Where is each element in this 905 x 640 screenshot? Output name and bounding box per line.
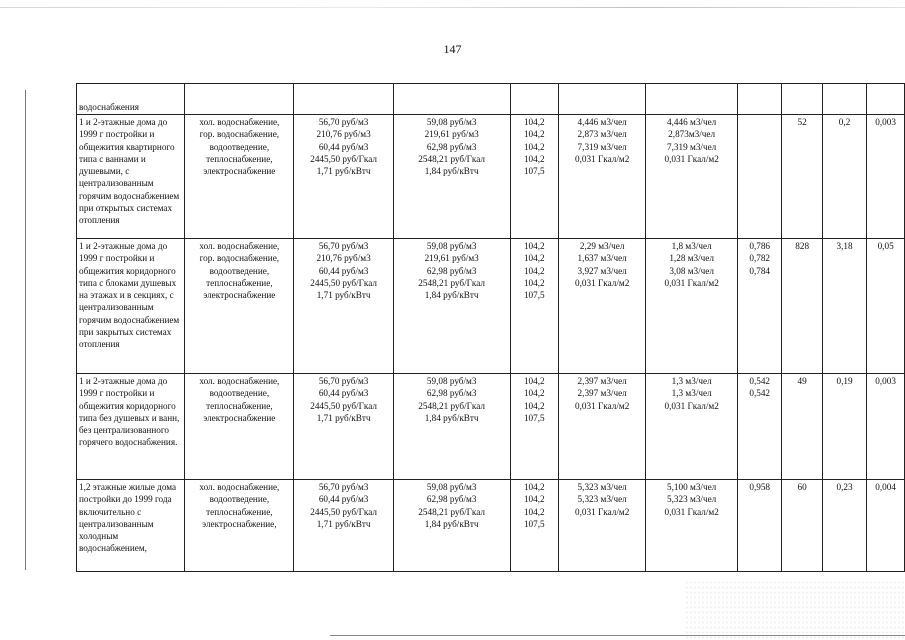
tariff-table — [76, 83, 905, 572]
household-count: 828 — [782, 239, 822, 374]
growth-index: 104,2 104,2 104,2 104,2 107,5 — [510, 115, 558, 239]
empty-cell — [185, 84, 294, 115]
empty-cell — [646, 84, 738, 115]
table-row — [77, 374, 905, 480]
house-type-description: 1 и 2-этажные дома до 1999 г постройки и общежития квартирного типа с ваннами и душевыми, с централизованным горячим водоснабжением при открытых системах отопления — [77, 115, 185, 239]
empty-cell — [510, 84, 558, 115]
services-list: хол. водоснабжение, гор. водоснабжение, водоотведение, теплоснабжение, электроснабжение — [185, 115, 294, 239]
tariffs-current: 56,70 руб/м3 210,76 руб/м3 60,44 руб/м3 2445,50 руб/Гкал 1,71 руб/кВтч — [294, 239, 393, 374]
coefficient: 0,542 0,542 — [737, 374, 782, 480]
coefficient: 0,958 — [737, 480, 782, 572]
tariffs-current: 56,70 руб/м3 60,44 руб/м3 2445,50 руб/Гкал 1,71 руб/кВтч — [294, 374, 393, 480]
consumption-norm-new: 1,8 м3/чел 1,28 м3/чел 3,08 м3/чел 0,031 Гкал/м2 — [646, 239, 738, 374]
consumption-norm-current: 2,29 м3/чел 1,637 м3/чел 3,927 м3/чел 0,031 Гкал/м2 — [558, 239, 645, 374]
empty-cell — [558, 84, 645, 115]
tariffs-new: 59,08 руб/м3 219,61 руб/м3 62,98 руб/м3 2548,21 руб/Гкал 1,84 руб/кВтч — [393, 239, 510, 374]
household-count: 52 — [782, 115, 822, 239]
empty-cell — [867, 84, 905, 115]
share-value: 0,23 — [822, 480, 866, 572]
household-count: 49 — [782, 374, 822, 480]
growth-index: 104,2 104,2 104,2 107,5 — [510, 374, 558, 480]
consumption-norm-current: 5,323 м3/чел 5,323 м3/чел 0,031 Гкал/м2 — [558, 480, 645, 572]
table-row — [77, 480, 905, 572]
empty-cell — [822, 84, 866, 115]
coefficient — [737, 115, 782, 239]
growth-index: 104,2 104,2 104,2 107,5 — [510, 480, 558, 572]
tariffs-new: 59,08 руб/м3 62,98 руб/м3 2548,21 руб/Гкал 1,84 руб/кВтч — [393, 374, 510, 480]
services-list: хол. водоснабжение, водоотведение, теплоснабжение, электроснабжение, — [185, 480, 294, 572]
percent-value: 0,003 — [867, 115, 905, 239]
table-header-continuation-row — [77, 84, 905, 115]
consumption-norm-current: 2,397 м3/чел 2,397 м3/чел 0,031 Гкал/м2 — [558, 374, 645, 480]
empty-cell — [737, 84, 782, 115]
services-list: хол. водоснабжение, гор. водоснабжение, водоотведение, теплоснабжение, электроснабжение — [185, 239, 294, 374]
consumption-norm-new: 5,100 м3/чел 5,323 м3/чел 0,031 Гкал/м2 — [646, 480, 738, 572]
house-type-description: 1 и 2-этажные дома до 1999 г постройки и общежития коридорного типа без душевых и ванн, без централизованного горячего водоснабжения. — [77, 374, 185, 480]
house-type-description: 1 и 2-этажные дома до 1999 г постройки и общежития коридорного типа с блоками душевых на этажах и в секциях, с централизованным горячим водоснабжением при закрытых системах отопления — [77, 239, 185, 374]
tariffs-current: 56,70 руб/м3 210,76 руб/м3 60,44 руб/м3 2445,50 руб/Гкал 1,71 руб/кВтч — [294, 115, 393, 239]
growth-index: 104,2 104,2 104,2 104,2 107,5 — [510, 239, 558, 374]
share-value: 0,2 — [822, 115, 866, 239]
tariffs-new: 59,08 руб/м3 219,61 руб/м3 62,98 руб/м3 2548,21 руб/Гкал 1,84 руб/кВтч — [393, 115, 510, 239]
empty-cell — [294, 84, 393, 115]
household-count: 60 — [782, 480, 822, 572]
consumption-norm-new: 4,446 м3/чел 2,873м3/чел 7,319 м3/чел 0,031 Гкал/м2 — [646, 115, 738, 239]
table-row — [77, 115, 905, 239]
coefficient: 0,786 0,782 0,784 — [737, 239, 782, 374]
empty-cell — [782, 84, 822, 115]
percent-value: 0,004 — [867, 480, 905, 572]
scan-noise — [685, 580, 905, 640]
tariffs-current: 56,70 руб/м3 60,44 руб/м3 2445,50 руб/Гкал 1,71 руб/кВтч — [294, 480, 393, 572]
empty-cell — [393, 84, 510, 115]
house-type-description: 1,2 этажные жилые дома постройки до 1999 года включительно с централизованным холодным водоснабжением, — [77, 480, 185, 572]
scan-artifact-line — [0, 7, 905, 8]
share-value: 3,18 — [822, 239, 866, 374]
header-continuation-cell: водоснабжения — [77, 84, 185, 115]
percent-value: 0,003 — [867, 374, 905, 480]
consumption-norm-current: 4,446 м3/чел 2,873 м3/чел 7,319 м3/чел 0,031 Гкал/м2 — [558, 115, 645, 239]
share-value: 0,19 — [822, 374, 866, 480]
margin-rule — [25, 90, 26, 570]
percent-value: 0,05 — [867, 239, 905, 374]
page-number: 147 — [443, 42, 462, 56]
tariffs-new: 59,08 руб/м3 62,98 руб/м3 2548,21 руб/Гкал 1,84 руб/кВтч — [393, 480, 510, 572]
consumption-norm-new: 1,3 м3/чел 1,3 м3/чел 0,031 Гкал/м2 — [646, 374, 738, 480]
services-list: хол. водоснабжение, водоотведение, теплоснабжение, электроснабжение — [185, 374, 294, 480]
table-row — [77, 239, 905, 374]
